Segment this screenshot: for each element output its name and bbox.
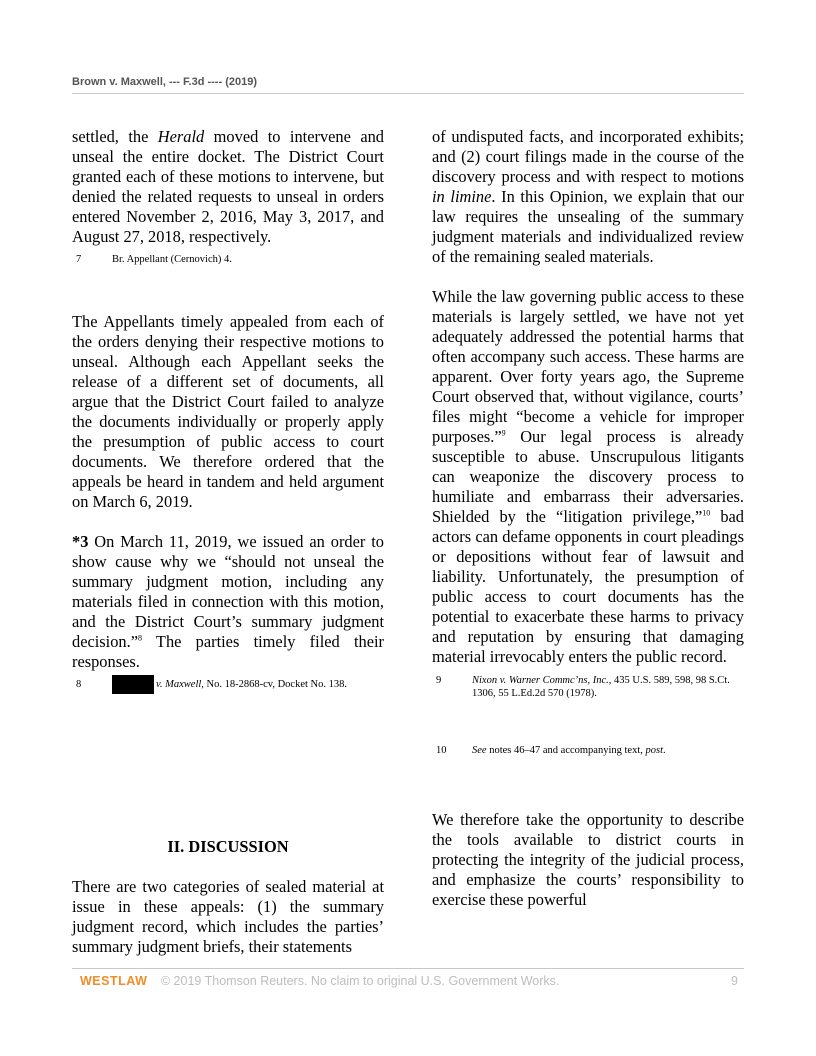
paragraph-order-to-show-cause: *3 On March 11, 2019, we issued an order to show cause why we “should not unseal the summary judgment motion, including any materials filed in connection with this motion, and the District Court’s summary judgment decision.”$^8$ The parties timely filed their responses. [72, 532, 384, 671]
paragraph-categories-cont: of undisputed facts, and incorporated exhibits; and (2) court filings made in the course of the discovery process and with respect to motions in limine. In this Opinion, we explain that our law requires the unsealing of the summary judgment materials and individualized review of the remaining sealed materials. [432, 127, 744, 266]
copyright-notice: © 2019 Thomson Reuters. No claim to original U.S. Government Works. [160, 974, 560, 988]
page-number: 9 [731, 974, 738, 988]
footnote-8: 8 v. Maxwell, No. 18-2868-cv, Docket No. 138. [72, 675, 384, 694]
left-column [72, 127, 384, 957]
footnote-9: 9 Nixon v. Warner Commc’ns, Inc., 435 U.S. 589, 598, 98 S.Ct. 1306, 55 L.Ed.2d 570 (1978). [436, 675, 730, 699]
footnote-number: 10 [436, 745, 447, 756]
footnote-number: 8 [76, 679, 82, 690]
paragraph-tools: We therefore take the opportunity to describe the tools available to district courts in protecting the integrity of the judicial process, and emphasize the courts’ responsibility to exercise these powerful [432, 810, 744, 909]
paragraph-intervention: settled, the Herald moved to intervene and unseal the entire docket. The District Court granted each of these motions to intervene, but denied the related requests to unseal in orders entered November 2, 2016, May 3, 2017, and August 27, 2018, respectively. [72, 127, 384, 246]
section-heading: II. DISCUSSION [167, 837, 289, 856]
footnote-10: 10 See notes 46–47 and accompanying text, post. [436, 745, 666, 756]
page-footer [80, 974, 740, 988]
footer-rule [72, 968, 744, 969]
paragraph-public-access: While the law governing public access to these materials is largely settled, we have not yet adequately addressed the potential harms that often accompany such access. These harms are apparent. Over forty years ago, the Supreme Court observed that, without vigilance, courts’ files might “become a vehicle for improper purposes.”$^9$ Our legal process is already susceptible to abuse. Unscrupulous litigants can weaponize the discovery process to humiliate and embarrass their adversaries. Shielded by the “litigation privilege,”$^{10}$ bad actors can defame opponents in court pleadings or depositions without fear of lawsuit and liability. Unfortunately, the presumption of public access to court documents has the potential to exacerbate these harms to privacy and reputation by ensuring that damaging material irrevocably enters the public record. [432, 287, 744, 666]
star-page-marker: *3 [72, 532, 89, 551]
paragraph-categories: There are two categories of sealed material at issue in these appeals: (1) the summary judgment record, which includes the parties’ summary judgment briefs, their statements [72, 877, 384, 956]
footnote-ref-10[interactable]: 10 [702, 508, 711, 518]
footnote-number: 7 [76, 254, 82, 265]
footnote-ref-9[interactable]: 9 [501, 428, 506, 438]
paragraph-appeal: The Appellants timely appealed from each of the orders denying their respective motions to unseal. Although each Appellant seeks the release of a different set of documents, all argue that the District Court failed to analyze the documents individually or properly apply the presumption of public access to court documents. We therefore ordered that the appeals be heard in tandem and held argument on March 6, 2019. [72, 312, 384, 511]
running-header: Brown v. Maxwell, --- F.3d ---- (2019) [72, 76, 257, 88]
right-column [432, 127, 744, 910]
footnote-ref-8[interactable]: 8 [138, 633, 142, 643]
footnote-number: 9 [436, 675, 442, 686]
header-rule [72, 93, 744, 94]
footnote-7: 7 Br. Appellant (Cernovich) 4. [76, 254, 232, 265]
westlaw-logo: WESTLAW [80, 974, 148, 988]
redaction-box [112, 675, 154, 694]
